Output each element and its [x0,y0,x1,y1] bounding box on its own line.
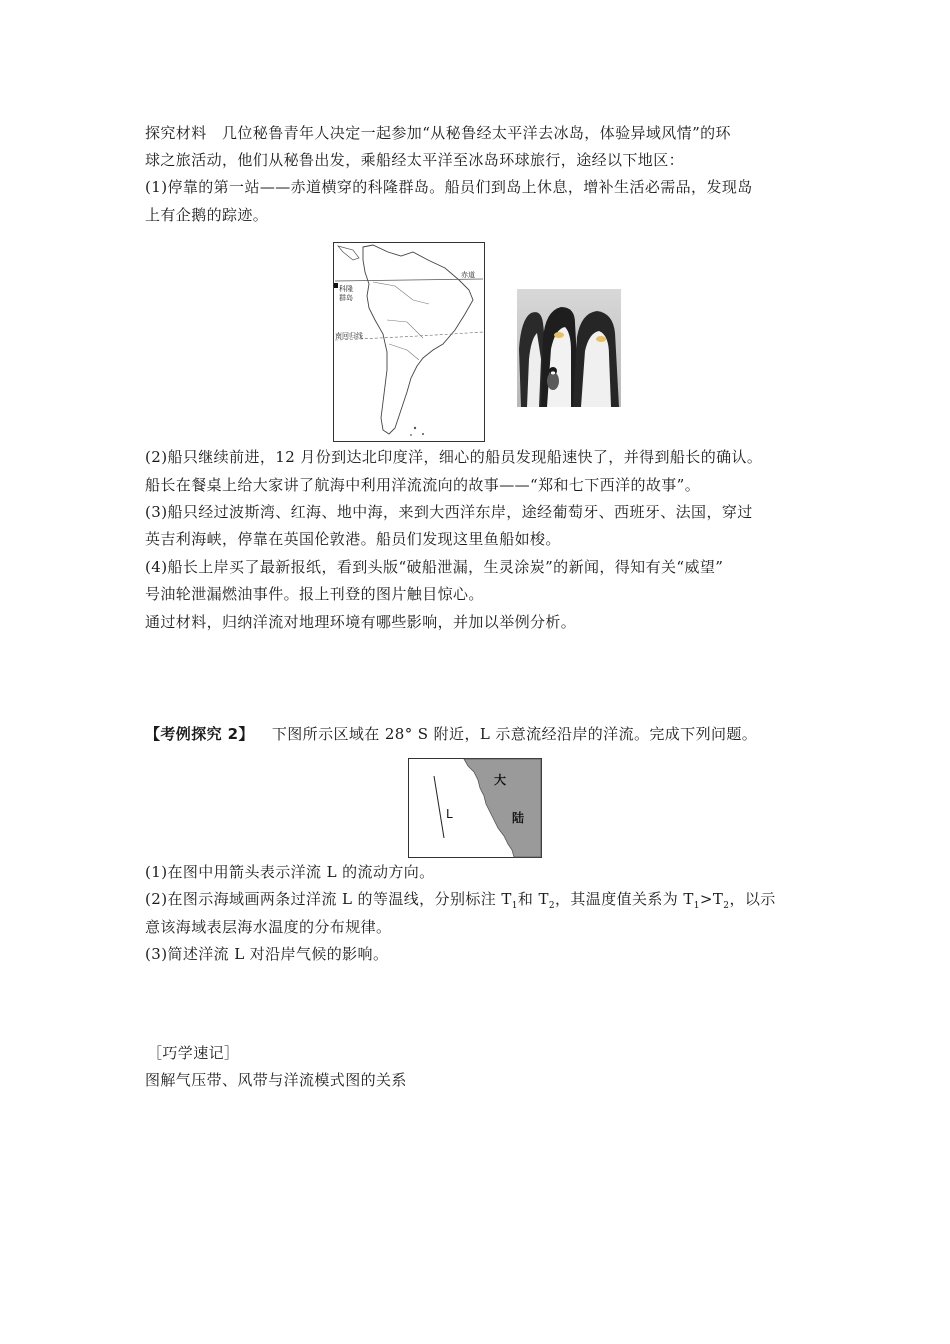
coast-current-figure [408,758,542,858]
land-label-1: 大 [494,773,507,787]
material-intro-line-2: 球之旅活动，他们从秘鲁出发，乘船经太平洋至冰岛环球旅行，途经以下地区： [145,151,685,169]
stop-1-line-2: 上有企鹅的踪迹。 [145,206,269,224]
question-1: (1)在图中用箭头表示洋流 L 的流动方向。 [145,863,435,881]
land-label-2: 陆 [512,811,525,825]
galapagos-marker [334,283,338,288]
quick-memory-title: 图解气压带、风带与洋流模式图的关系 [145,1071,407,1089]
question-2-line-2: 意该海域表层海水温度的分布规律。 [145,918,392,936]
stop-2-line-1: (2)船只继续前进，12 月份到达北印度洋，细心的船员发现船速快了，并得到船长的确认。 [145,448,763,466]
stop-4-line-2: 号油轮泄漏燃油事件。报上刊登的图片触目惊心。 [145,585,484,603]
stop-1-line-1: (1)停靠的第一站——赤道横穿的科隆群岛。船员们到岛上休息，增补生活必需品，发现岛 [145,178,753,196]
stop-3-line-2: 英吉利海峡，停靠在英国伦敦港。船员们发现这里鱼船如梭。 [145,530,561,548]
material-question: 通过材料，归纳洋流对地理环境有哪些影响，并加以举例分析。 [145,613,577,631]
stop-2-line-2: 船长在餐桌上给大家讲了航海中利用洋流流向的故事——“郑和七下西洋的故事”。 [145,476,701,494]
example-2-heading: 【考例探究 2】 [145,725,254,743]
example-2-text: 下图所示区域在 28° S 附近，L 示意流经沿岸的洋流。完成下列问题。 [271,725,758,743]
south-america-map [333,242,485,442]
question-3: (3)简述洋流 L 对沿岸气候的影响。 [145,945,389,963]
stop-3-line-1: (3)船只经过波斯湾、红海、地中海，来到大西洋东岸，途经葡萄牙、西班牙、法国，穿过 [145,503,753,521]
question-2-line-1: (2)在图示海域画两条过洋流 L 的等温线，分别标注 $T_1$和 $T_2$，其温度值关系为 $T_1>T_2$，以示 [145,890,776,911]
equator-label: 赤道 [461,271,475,279]
material-intro-line-1: 探究材料 几位秘鲁青年人决定一起参加“从秘鲁经太平洋去冰岛，体验异域风情”的环 [145,124,731,142]
stop-4-line-1: (4)船长上岸买了最新报纸，看到头版“破船泄漏，生灵涂炭”的新闻，得知有关“威望” [145,558,724,576]
galapagos-label-1: 科隆 [339,285,353,293]
quick-memory-heading: ［巧学速记］ [147,1044,240,1062]
tropic-label: 南回归线 [335,332,363,340]
galapagos-label-2: 群岛 [339,294,353,302]
penguin-photo [517,289,621,407]
current-l-label: L [446,807,453,821]
example-2-header [145,723,757,745]
